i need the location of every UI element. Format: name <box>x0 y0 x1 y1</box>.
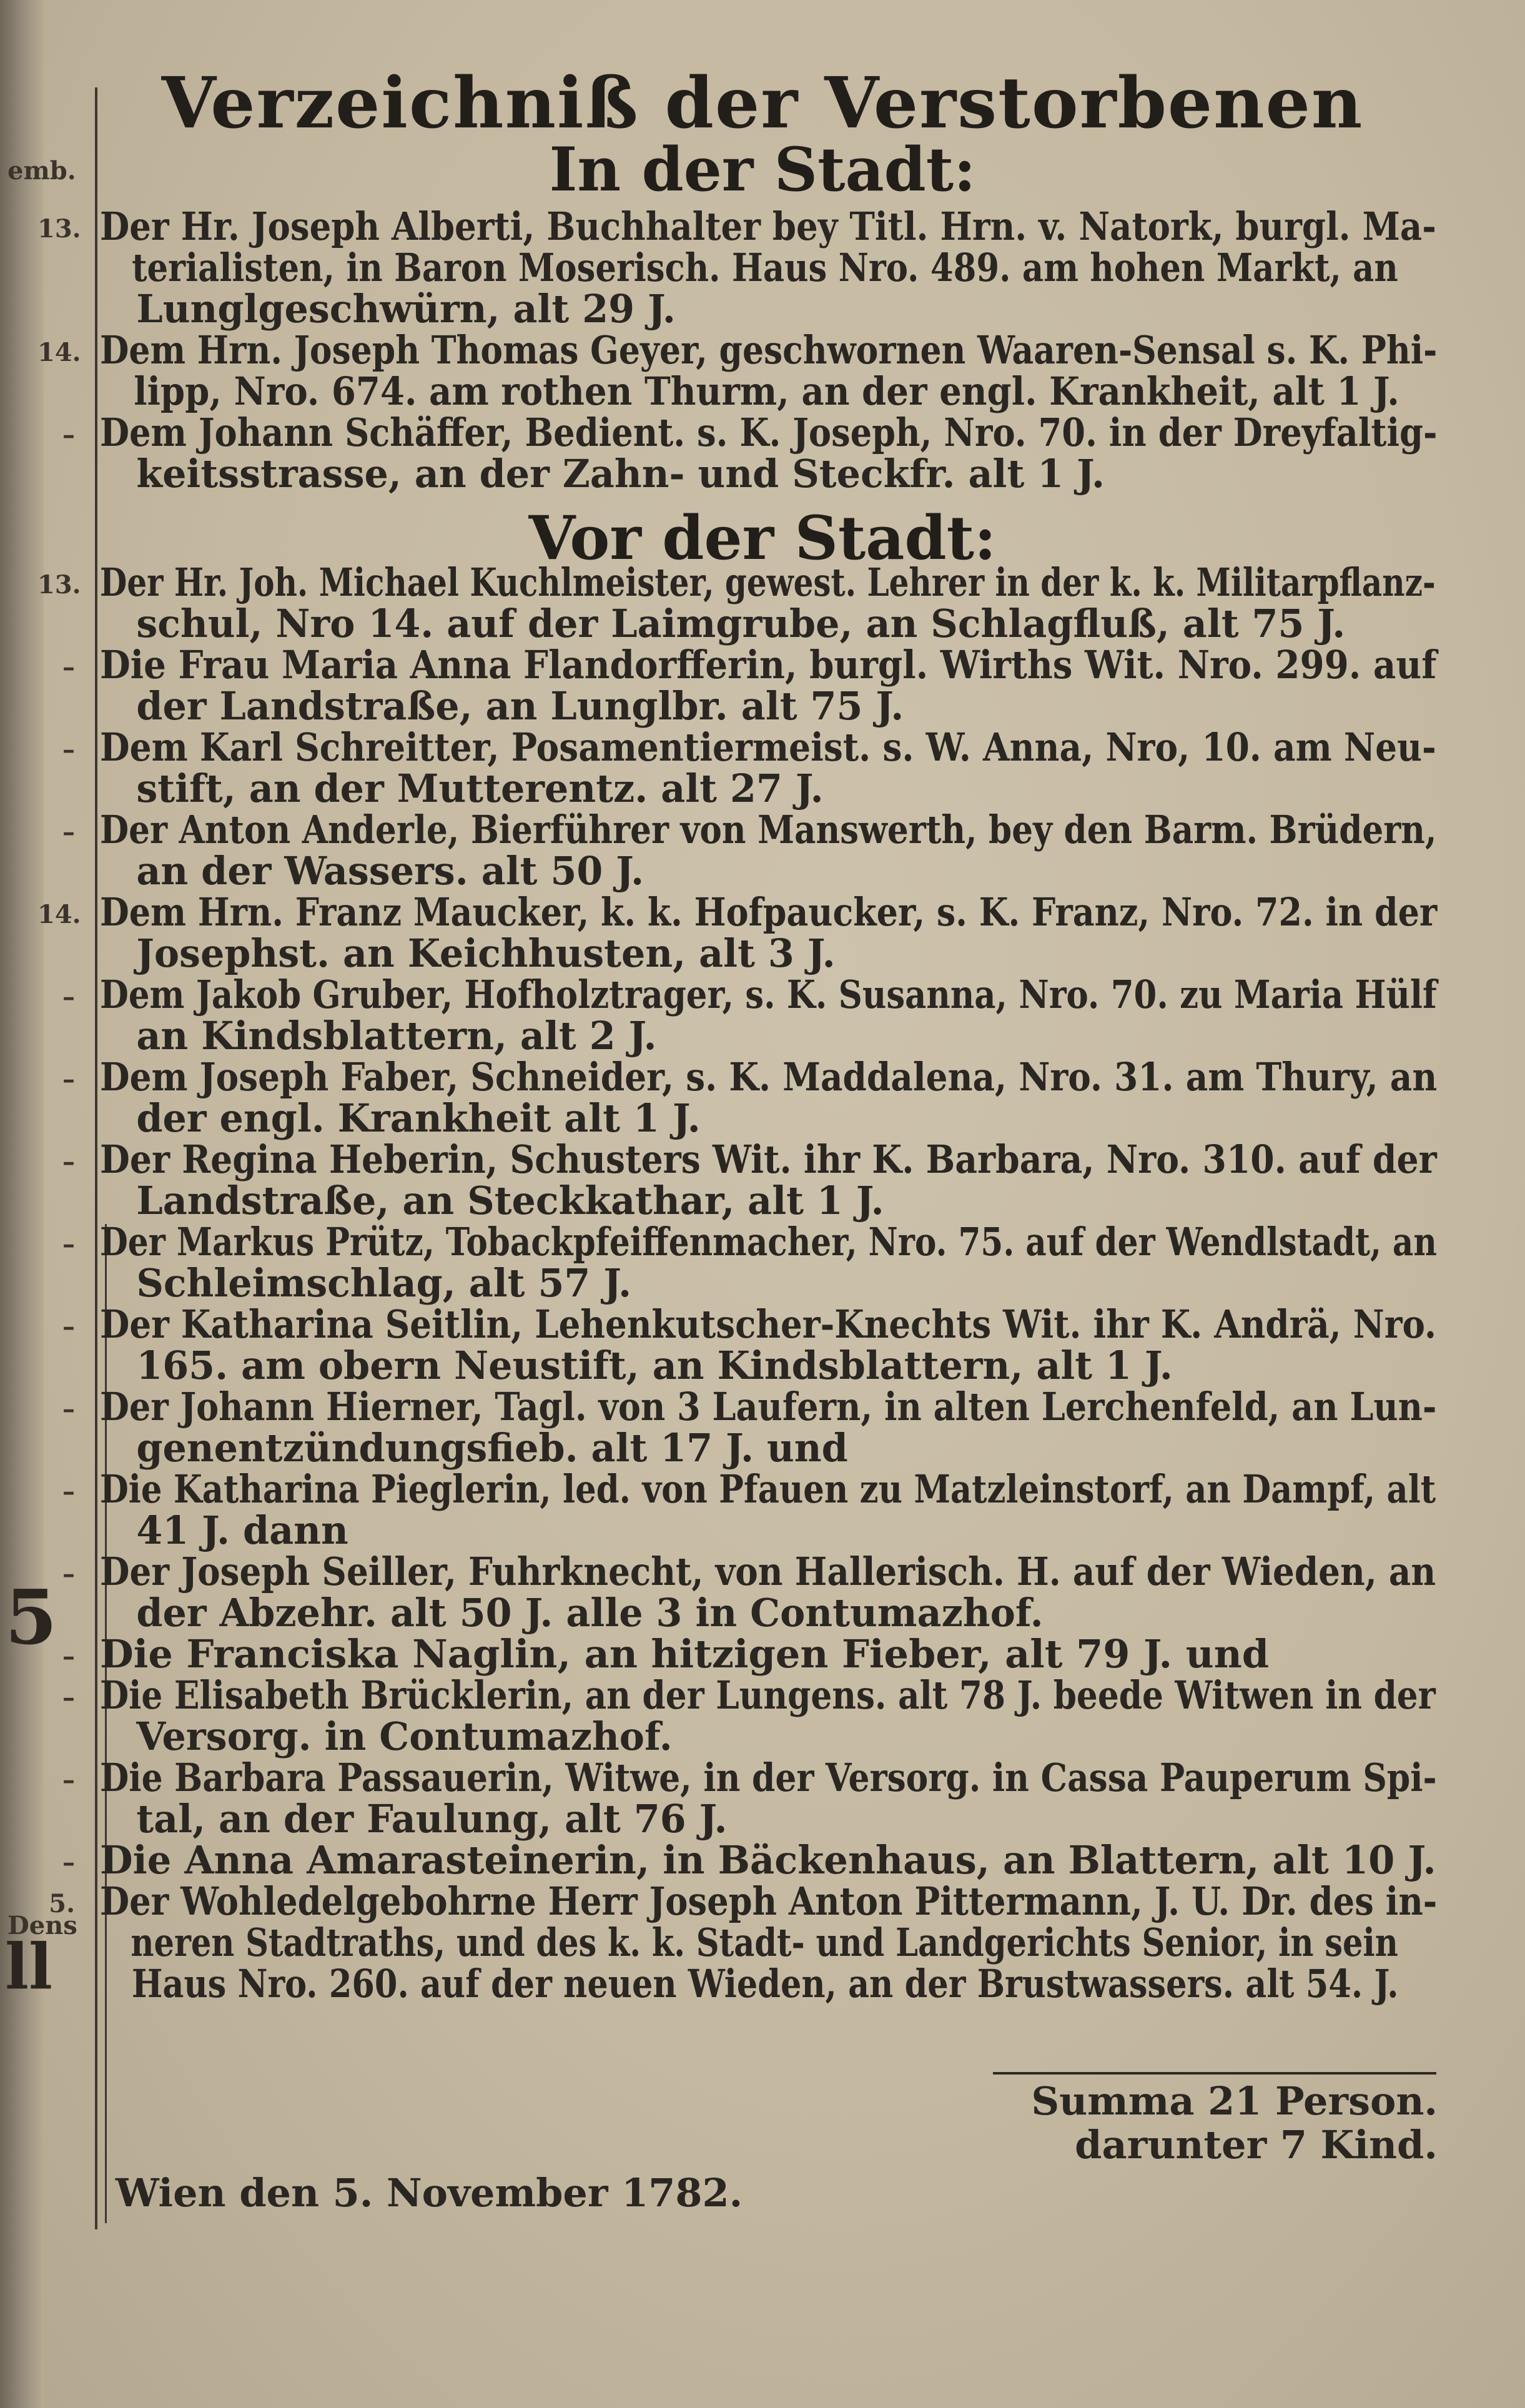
entry-line: Lunglgeschwürn, alt 29 J. <box>136 286 676 332</box>
entry-line: Versorg. in Contumazhof. <box>136 1714 673 1759</box>
entry-day-marker: 5. <box>49 1889 75 1918</box>
margin-rule <box>95 87 97 2229</box>
death-entry <box>62 410 1438 496</box>
entry-line: Dem Jakob Gruber, Hofholztrager, s. K. Susanna, Nro. 70. zu Maria Hülf <box>100 972 1437 1017</box>
entry-line: Die Frau Maria Anna Flandorfferin, burgl. Wirths Wit. Nro. 299. auf <box>100 642 1437 688</box>
death-entry <box>62 1137 1437 1223</box>
death-entry <box>62 1631 1436 1677</box>
entry-day-marker: – <box>62 1394 75 1424</box>
margin-stub-top: emb. <box>7 156 76 185</box>
margin-big-mark-1: 5 <box>5 1574 57 1662</box>
entry-line: neren Stadtraths, und des k. k. Stadt- und Landgerichts Senior, in sein <box>131 1920 1398 1965</box>
page-title: Verzeichniß der Verstorbenen <box>161 62 1364 144</box>
death-entry <box>37 560 1436 646</box>
entry-day-marker: 13. <box>37 214 81 244</box>
entry-line: Dem Hrn. Franz Maucker, k. k. Hofpaucker, s. K. Franz, Nro. 72. in der <box>100 889 1438 935</box>
entry-day-marker: – <box>62 1765 75 1795</box>
entry-day-marker: – <box>62 1147 75 1177</box>
entry-day-marker: 14. <box>37 338 81 367</box>
death-entry <box>62 1466 1436 1553</box>
entry-line: Die Katharina Pieglerin, led. von Pfauen zu Matzleinstorf, an Dampf, alt <box>100 1466 1436 1512</box>
entry-line: Schleimschlag, alt 57 J. <box>136 1260 632 1306</box>
entry-line: stift, an der Mutterentz. alt 27 J. <box>136 766 824 811</box>
entry-day-marker: – <box>62 1642 75 1671</box>
entry-day-marker: – <box>62 1683 75 1712</box>
entry-line: schul, Nro 14. auf der Laimgrube, an Schlagfluß, alt 75 J. <box>136 601 1346 646</box>
entry-day-marker: – <box>62 1559 75 1589</box>
section-heading-city: In der Stadt: <box>549 134 976 205</box>
death-entry <box>62 972 1437 1058</box>
death-entry <box>37 327 1438 414</box>
death-entry <box>62 1755 1437 1842</box>
entry-day-marker: 13. <box>37 570 81 600</box>
entry-day-marker: – <box>62 1230 75 1259</box>
entry-line: Der Anton Anderle, Bierführer von Manswerth, bey den Barm. Brüdern, <box>100 807 1437 852</box>
entry-line: Die Franciska Naglin, an hitzigen Fieber, alt 79 J. und <box>100 1631 1270 1677</box>
entry-line: Der Joseph Seiller, Fuhrknecht, von Hallerisch. H. auf der Wieden, an <box>100 1549 1436 1594</box>
city-entries <box>37 204 1438 496</box>
entry-line: Die Anna Amarasteinerin, in Bäckenhaus, an Blattern, alt 10 J. <box>100 1837 1436 1883</box>
entry-line: lipp, Nro. 674. am rothen Thurm, an der engl. Krankheit, alt 1 J. <box>134 368 1399 414</box>
summary-rule <box>993 2072 1436 2075</box>
section-heading-suburbs: Vor der Stadt: <box>528 503 997 573</box>
entry-line: Dem Joseph Faber, Schneider, s. K. Maddalena, Nro. 31. am Thury, an <box>100 1054 1438 1100</box>
entry-line: terialisten, in Baron Moserisch. Haus Nro. 489. am hohen Markt, an <box>132 245 1398 290</box>
death-entry <box>62 724 1436 811</box>
margin-big-mark-2: ll <box>5 1930 52 2003</box>
entry-line: der Abzehr. alt 50 J. alle 3 in Contumazhof. <box>136 1590 1044 1636</box>
death-entry <box>62 1672 1436 1759</box>
death-entry <box>62 1549 1436 1636</box>
death-entry <box>62 1301 1437 1388</box>
entry-line: Der Hr. Joseph Alberti, Buchhalter bey Titl. Hrn. v. Natork, burgl. Ma- <box>100 204 1436 249</box>
death-entry <box>62 807 1437 894</box>
entry-line: Der Johann Hierner, Tagl. von 3 Laufern, in alten Lerchenfeld, an Lun- <box>100 1384 1437 1429</box>
entry-line: Der Markus Prütz, Tobackpfeiffenmacher, Nro. 75. auf der Wendlstadt, an <box>100 1219 1437 1265</box>
entry-line: an Kindsblattern, alt 2 J. <box>136 1013 657 1058</box>
death-entry <box>62 1054 1438 1141</box>
entry-day-marker: – <box>62 1065 75 1094</box>
death-entry <box>62 1219 1437 1306</box>
entry-line: Die Barbara Passauerin, Witwe, in der Versorg. in Cassa Pauperum Spi- <box>100 1755 1437 1800</box>
entry-line: keitsstrasse, an der Zahn- und Steckfr. alt 1 J. <box>136 451 1105 496</box>
entry-line: tal, an der Faulung, alt 76 J. <box>136 1796 728 1842</box>
entry-line: Dem Karl Schreitter, Posamentiermeist. s. W. Anna, Nro, 10. am Neu- <box>100 724 1436 770</box>
date-line: Wien den 5. November 1782. <box>116 2170 743 2216</box>
entry-line: Haus Nro. 260. auf der neuen Wieden, an der Brustwassers. alt 54. J. <box>131 1961 1399 2006</box>
entry-day-marker: – <box>62 735 75 764</box>
entry-line: 41 J. dann <box>136 1507 348 1553</box>
death-entry <box>62 1837 1436 1883</box>
entry-line: Der Wohledelgebohrne Herr Joseph Anton Pittermann, J. U. Dr. des in- <box>100 1878 1438 1924</box>
entry-line: 165. am obern Neustift, an Kindsblattern, alt 1 J. <box>136 1343 1173 1388</box>
entry-day-marker: 14. <box>37 900 81 929</box>
entry-day-marker: – <box>62 1848 75 1877</box>
death-entry <box>37 204 1436 332</box>
entry-day-marker: – <box>62 1312 75 1341</box>
entry-line: Die Elisabeth Brücklerin, an der Lungens. alt 78 J. beede Witwen in der <box>100 1672 1436 1718</box>
death-entry <box>62 1384 1437 1471</box>
entry-line: Der Hr. Joh. Michael Kuchlmeister, gewest. Lehrer in der k. k. Militarpflanz- <box>100 560 1436 605</box>
entry-line: an der Wassers. alt 50 J. <box>136 848 644 894</box>
entry-day-marker: – <box>62 420 75 450</box>
summary-block <box>1031 2080 1438 2167</box>
entry-day-marker: – <box>62 817 75 847</box>
death-entry <box>62 642 1437 729</box>
entry-day-marker: – <box>62 982 75 1012</box>
entry-line: Der Regina Heberin, Schusters Wit. ihr K. Barbara, Nro. 310. auf der <box>100 1137 1437 1182</box>
margin-stub-bottom: Dens <box>7 1911 77 1940</box>
entry-line: Landstraße, an Steckkathar, alt 1 J. <box>136 1178 884 1223</box>
entry-line: Der Katharina Seitlin, Lehenkutscher-Knechts Wit. ihr K. Andrä, Nro. <box>100 1301 1437 1347</box>
entry-line: der Landstraße, an Lunglbr. alt 75 J. <box>136 683 904 729</box>
entry-day-marker: – <box>62 1477 75 1506</box>
entry-line: Dem Johann Schäffer, Bedient. s. K. Joseph, Nro. 70. in der Dreyfaltig- <box>100 410 1438 455</box>
summary-total: Summa 21 Person. <box>1031 2078 1438 2124</box>
entry-line: der engl. Krankheit alt 1 J. <box>136 1095 701 1141</box>
entry-day-marker: – <box>62 653 75 682</box>
entry-line: Josephst. an Keichhusten, alt 3 J. <box>136 930 836 976</box>
death-entry <box>37 889 1438 976</box>
entry-line: Dem Hrn. Joseph Thomas Geyer, geschwornen Waaren-Sensal s. K. Phi- <box>100 327 1438 373</box>
summary-children: darunter 7 Kind. <box>1075 2122 1438 2168</box>
death-entry <box>49 1878 1438 2006</box>
entry-line: genentzündungsfieb. alt 17 J. und <box>136 1425 848 1471</box>
